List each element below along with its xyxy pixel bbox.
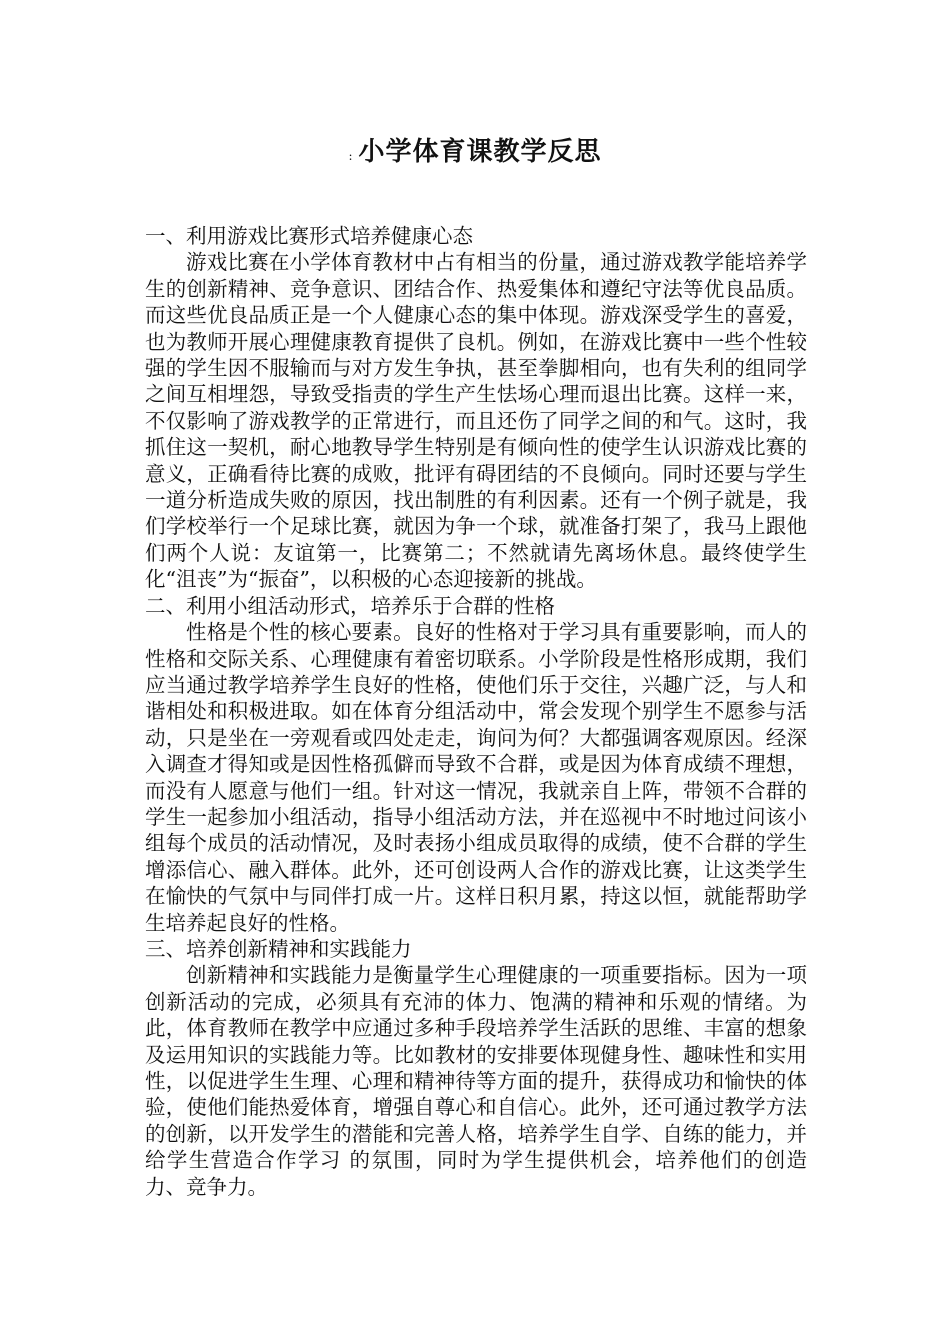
title-mark: :	[348, 148, 353, 163]
title-row	[0, 134, 950, 174]
document-body	[145, 223, 807, 1200]
section-paragraph-2: 性格是个性的核心要素。良好的性格对于学习具有重要影响，而人的性格和交际关系、心理健康有着密切联系。小学阶段是性格形成期，我们应当通过教学培养学生良好的性格，使他们乐于交往，兴趣广泛，与人和谐相处和积极进取。如在体育分组活动中，常会发现个别学生不愿参与活动，只是坐在一旁观看或四处走走，询问为何？大都强调客观原因。经深入调查才得知或是因性格孤僻而导致不合群，或是因为体育成绩不理想，而没有人愿意与他们一组。针对这一情况，我就亲自上阵，带领不合群的学生一起参加小组活动，指导小组活动方法，并在巡视中不时地过问该小组每个成员的活动情况，及时表扬小组成员取得的成绩，使不合群的学生增添信心、融入群体。此外，还可创设两人合作的游戏比赛，让这类学生在愉快的气氛中与同伴打成一片。这样日积月累，持这以恒，就能帮助学生培养起良好的性格。	[145, 620, 807, 935]
section-heading-2: 二、利用小组活动形式，培养乐于合群的性格	[145, 593, 555, 618]
section-paragraph-3: 创新精神和实践能力是衡量学生心理健康的一项重要指标。因为一项创新活动的完成，必须具有充沛的体力、饱满的精神和乐观的情绪。为此，体育教师在教学中应通过多种手段培养学生活跃的思维、丰富的想象及运用知识的实践能力等。比如教材的安排要体现健身性、趣味性和实用性，以促进学生生理、心理和精神待等方面的提升，获得成功和愉快的体验，使他们能热爱体育，增强自尊心和自信心。此外，还可通过教学方法的创新，以开发学生的潜能和完善人格，培养学生自学、自练的能力，并给学生营造合作学习 的氛围，同时为学生提供机会，培养他们的创造力、竞争力。	[145, 963, 807, 1199]
section-paragraph-1: 游戏比赛在小学体育教材中占有相当的份量，通过游戏教学能培养学生的创新精神、竞争意识、团结合作、热爱集体和遵纪守法等优良品质。而这些优良品质正是一个人健康心态的集中体现。游戏深受学生的喜爱，也为教师开展心理健康教育提供了良机。例如，在游戏比赛中一些个性较强的学生因不服输而与对方发生争执，甚至拳脚相向，也有失利的组同学之间互相埋怨，导致受指责的学生产生怯场心理而退出比赛。这样一来，不仅影响了游戏教学的正常进行，而且还伤了同学之间的和气。这时，我抓住这一契机，耐心地教导学生特别是有倾向性的使学生认识游戏比赛的意义，正确看待比赛的成败，批评有碍团结的不良倾向。同时还要与学生一道分析造成失败的原因，找出制胜的有利因素。还有一个例子就是，我们学校举行一个足球比赛，就因为争一个球，就准备打架了，我马上跟他们两个人说：友谊第一，比赛第二；不然就请先离场休息。最终使学生化“沮丧”为“振奋”，以积极的心态迎接新的挑战。	[145, 250, 807, 592]
document-title: 小学体育课教学反思	[358, 137, 602, 167]
section-heading-3: 三、培养创新精神和实践能力	[145, 936, 412, 961]
section-heading-1: 一、利用游戏比赛形式培养健康心态	[145, 224, 473, 248]
